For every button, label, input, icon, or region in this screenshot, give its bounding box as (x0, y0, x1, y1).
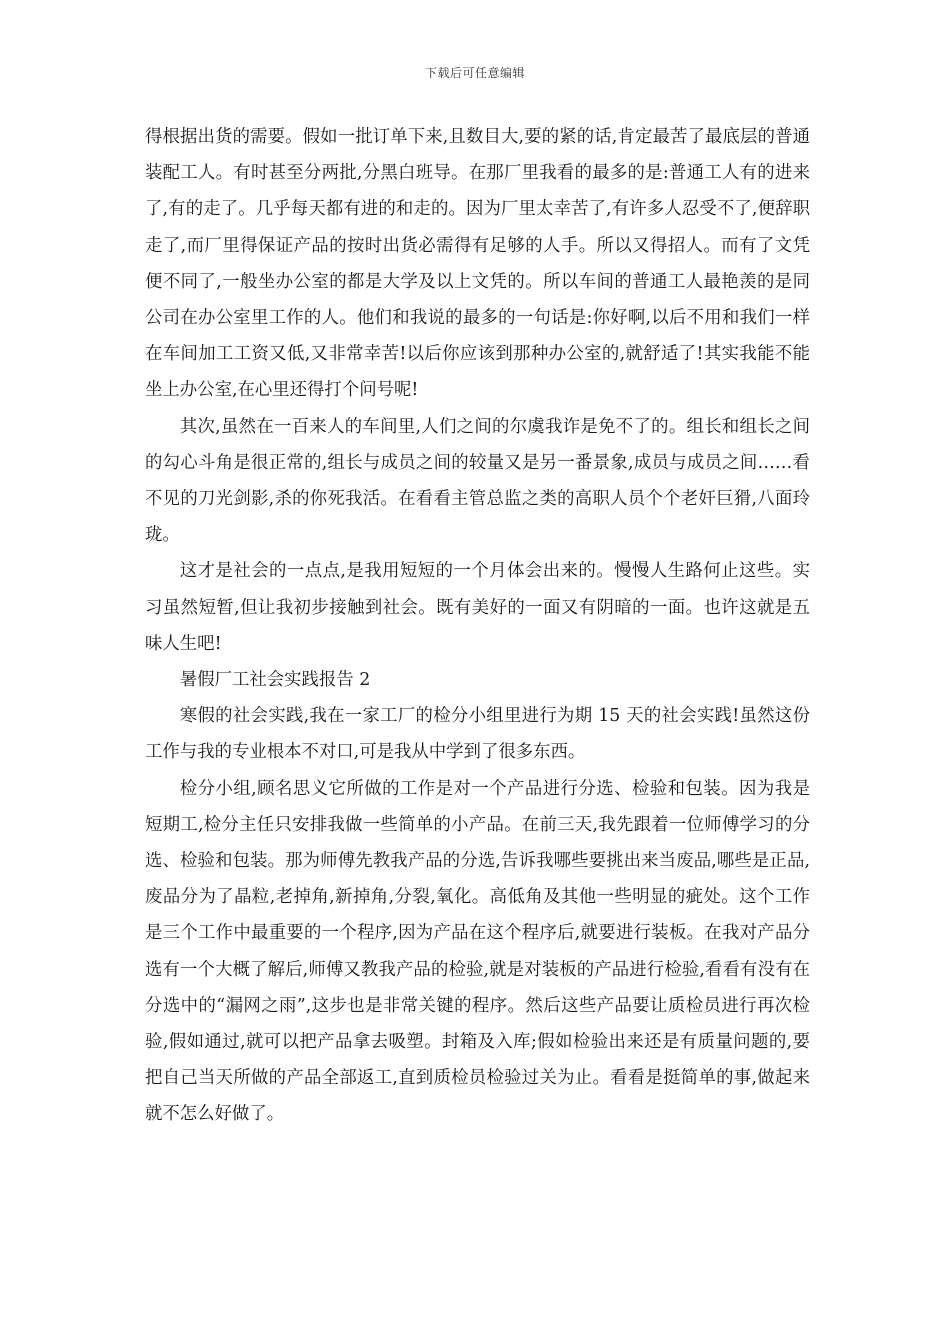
page-header: 下载后可任意编辑 (424, 66, 525, 80)
paragraph-1: 得根据出货的需要。假如一批订单下来,且数目大,要的紧的话,肯定最苦了最底层的普通装配工人。有时甚至分两批,分黑白班导。在那厂里我看的最多的是:普通工人有的进来了,有的走了。几乎每天都有进的和走的。因为厂里太幸苦了,有许多人忍受不了,便辞职走了,而厂里得保证产品的按时出货必需得有足够的人手。所以又得招人。而有了文凭便不同了,一般坐办公室的都是大学及以上文凭的。所以车间的普通工人最艳羡的是同公司在办公室里工作的人。他们和我说的最多的一句话是:你好啊,以后不用和我们一样在车间加工工资又低,又非常幸苦!以后你应该到那种办公室的,就舒适了!其实我能不能坐上办公室,在心里还得打个问号呢! (145, 127, 810, 401)
document-body (145, 119, 810, 1133)
section-title: 暑假厂工社会实践报告 2 (179, 670, 371, 691)
section-paragraph-2: 检分小组,顾名思义它所做的工作是对一个产品进行分选、检验和包装。因为我是短期工,检分主任只安排我做一些简单的小产品。在前三天,我先跟着一位师傅学习的分选、检验和包装。那为师傅先教我产品的分选,告诉我哪些要挑出来当废品,哪些是正品,废品分为了晶粒,老掉角,新掉角,分裂,氧化。高低角及其他一些明显的疵处。这个工作是三个工作中最重要的一个程序,因为产品在这个程序后,就要进行装板。在我对产品分选有一个大概了解后,师傅又教我产品的检验,就是对装板的产品进行检验,看看有没有在分选中的“漏网之雨”,这步也是非常关键的程序。然后这些产品要让质检员进行再次检验,假如通过,就可以把产品拿去吸塑。封箱及入库;假如检验出来还是有质量问题的,要把自己当天所做的产品全部返工,直到质检员检验过关为止。看看是挺简单的事,做起来就不怎么好做了。 (145, 778, 810, 1125)
paragraph-3: 这才是社会的一点点,是我用短短的一个月体会出来的。慢慢人生路何止这些。实习虽然短暂,但让我初步接触到社会。既有美好的一面又有阴暗的一面。也许这就是五味人生吧! (145, 561, 810, 654)
paragraph-2: 其次,虽然在一百来人的车间里,人们之间的尔虞我诈是免不了的。组长和组长之间的勾心斗角是很正常的,组长与成员之间的较量又是另一番景象,成员与成员之间……看不见的刀光剑影,杀的你死我活。在看看主管总监之类的高职人员个个老奸巨猾,八面玲珑。 (145, 416, 810, 546)
section-paragraph-1: 寒假的社会实践,我在一家工厂的检分小组里进行为期 15 天的社会实践!虽然这份工作与我的专业根本不对口,可是我从中学到了很多东西。 (145, 706, 810, 763)
